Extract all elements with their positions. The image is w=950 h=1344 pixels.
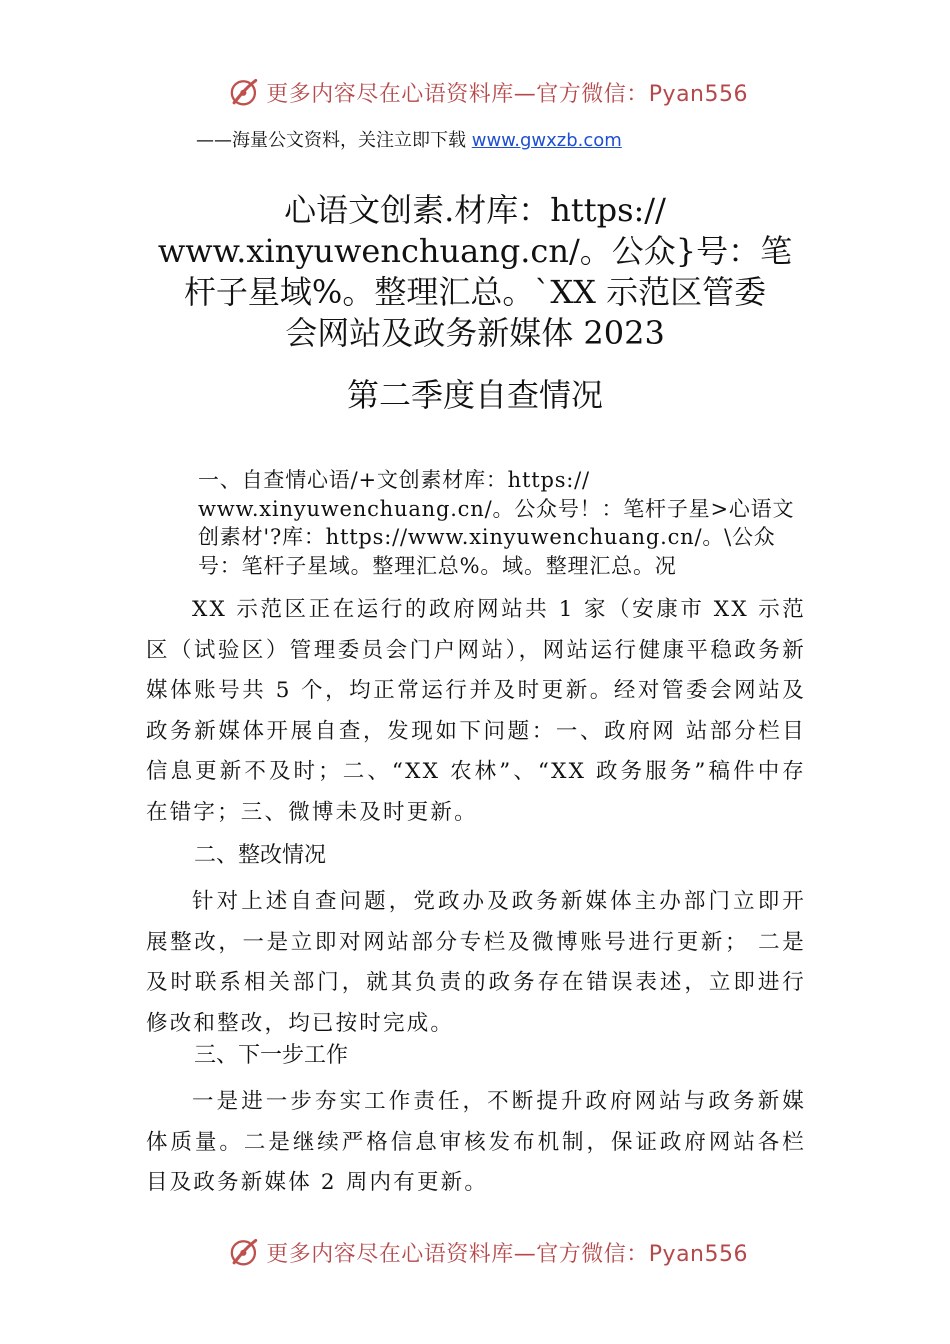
footer-banner: [228, 1230, 748, 1274]
banner-text: 更多内容尽在心语资料库—官方微信：Pyan556: [266, 1241, 748, 1267]
banner-text: 更多内容尽在心语资料库—官方微信：Pyan556: [266, 81, 748, 107]
title-line: 杆子星域%。整理汇总。`XX 示范区管委: [183, 273, 767, 311]
download-link[interactable]: www.gwxzb.com: [471, 130, 622, 151]
section-2: [146, 836, 806, 1044]
section-3-heading: 三、下一步工作: [194, 1043, 349, 1068]
garbled-line: 一、自查情心语/+文创素材库：https://: [198, 468, 590, 492]
garbled-line: 号：笔杆子星域。整理汇总%。域。整理汇总。况: [198, 553, 677, 578]
section-2-heading: 二、整改情况: [194, 843, 327, 868]
title-line: 会网站及政务新媒体 2023: [285, 314, 665, 352]
section-3-paragraph: 一是进一步夯实工作责任，不断提升政府网站与政务新媒体质量。二是继续严格信息审核发布机制，保证政府网站各栏目及政务新媒体 2 周内有更新。: [146, 1089, 806, 1195]
garbled-line: www.xinyuwenchuang.cn/。公众号！：笔杆子星>心语文: [198, 496, 795, 521]
garbled-line: 创素材'?库：https://www.xinyuwenchuang.cn/。\公众: [198, 525, 776, 549]
header-banner: [228, 70, 748, 114]
title-line: www.xinyuwenchuang.cn/。公众}号：笔: [157, 232, 793, 270]
section-1-paragraph: XX 示范区正在运行的政府网站共 1 家（安康市 XX 示范区（试验区）管理委员会门户网站），网站运行健康平稳政务新媒体账号共 5 个，均正常运行并及时更新。经对管委会网站及政务新媒体开展自查，发现如下问题：一、政府网 站部分栏目信息更新不及时；二、“XX 农林”、“XX 政务服务”稿件中存在错字；三、微博未及时更新。: [146, 597, 806, 825]
tagline-text: ——海量公文资料，关注立即下载: [196, 130, 472, 151]
calligraphy-brush-logo: [228, 72, 260, 112]
section-1-body: [146, 590, 806, 833]
tagline: [196, 126, 622, 152]
document-title: [150, 190, 800, 354]
title-line: 心语文创素.材库：https://: [284, 191, 666, 229]
calligraphy-brush-logo: [228, 1232, 260, 1272]
section-1-heading-block: [198, 466, 828, 580]
document-subtitle: 第二季度自查情况: [346, 376, 603, 414]
section-2-paragraph: 针对上述自查问题，党政办及政务新媒体主办部门立即开展整改，一是立即对网站部分专栏及微博账号进行更新； 二是及时联系相关部门，就其负责的政务存在错误表述，立即进行修改和整改，均已按时完成。: [146, 889, 806, 1036]
section-3: [146, 1036, 806, 1204]
